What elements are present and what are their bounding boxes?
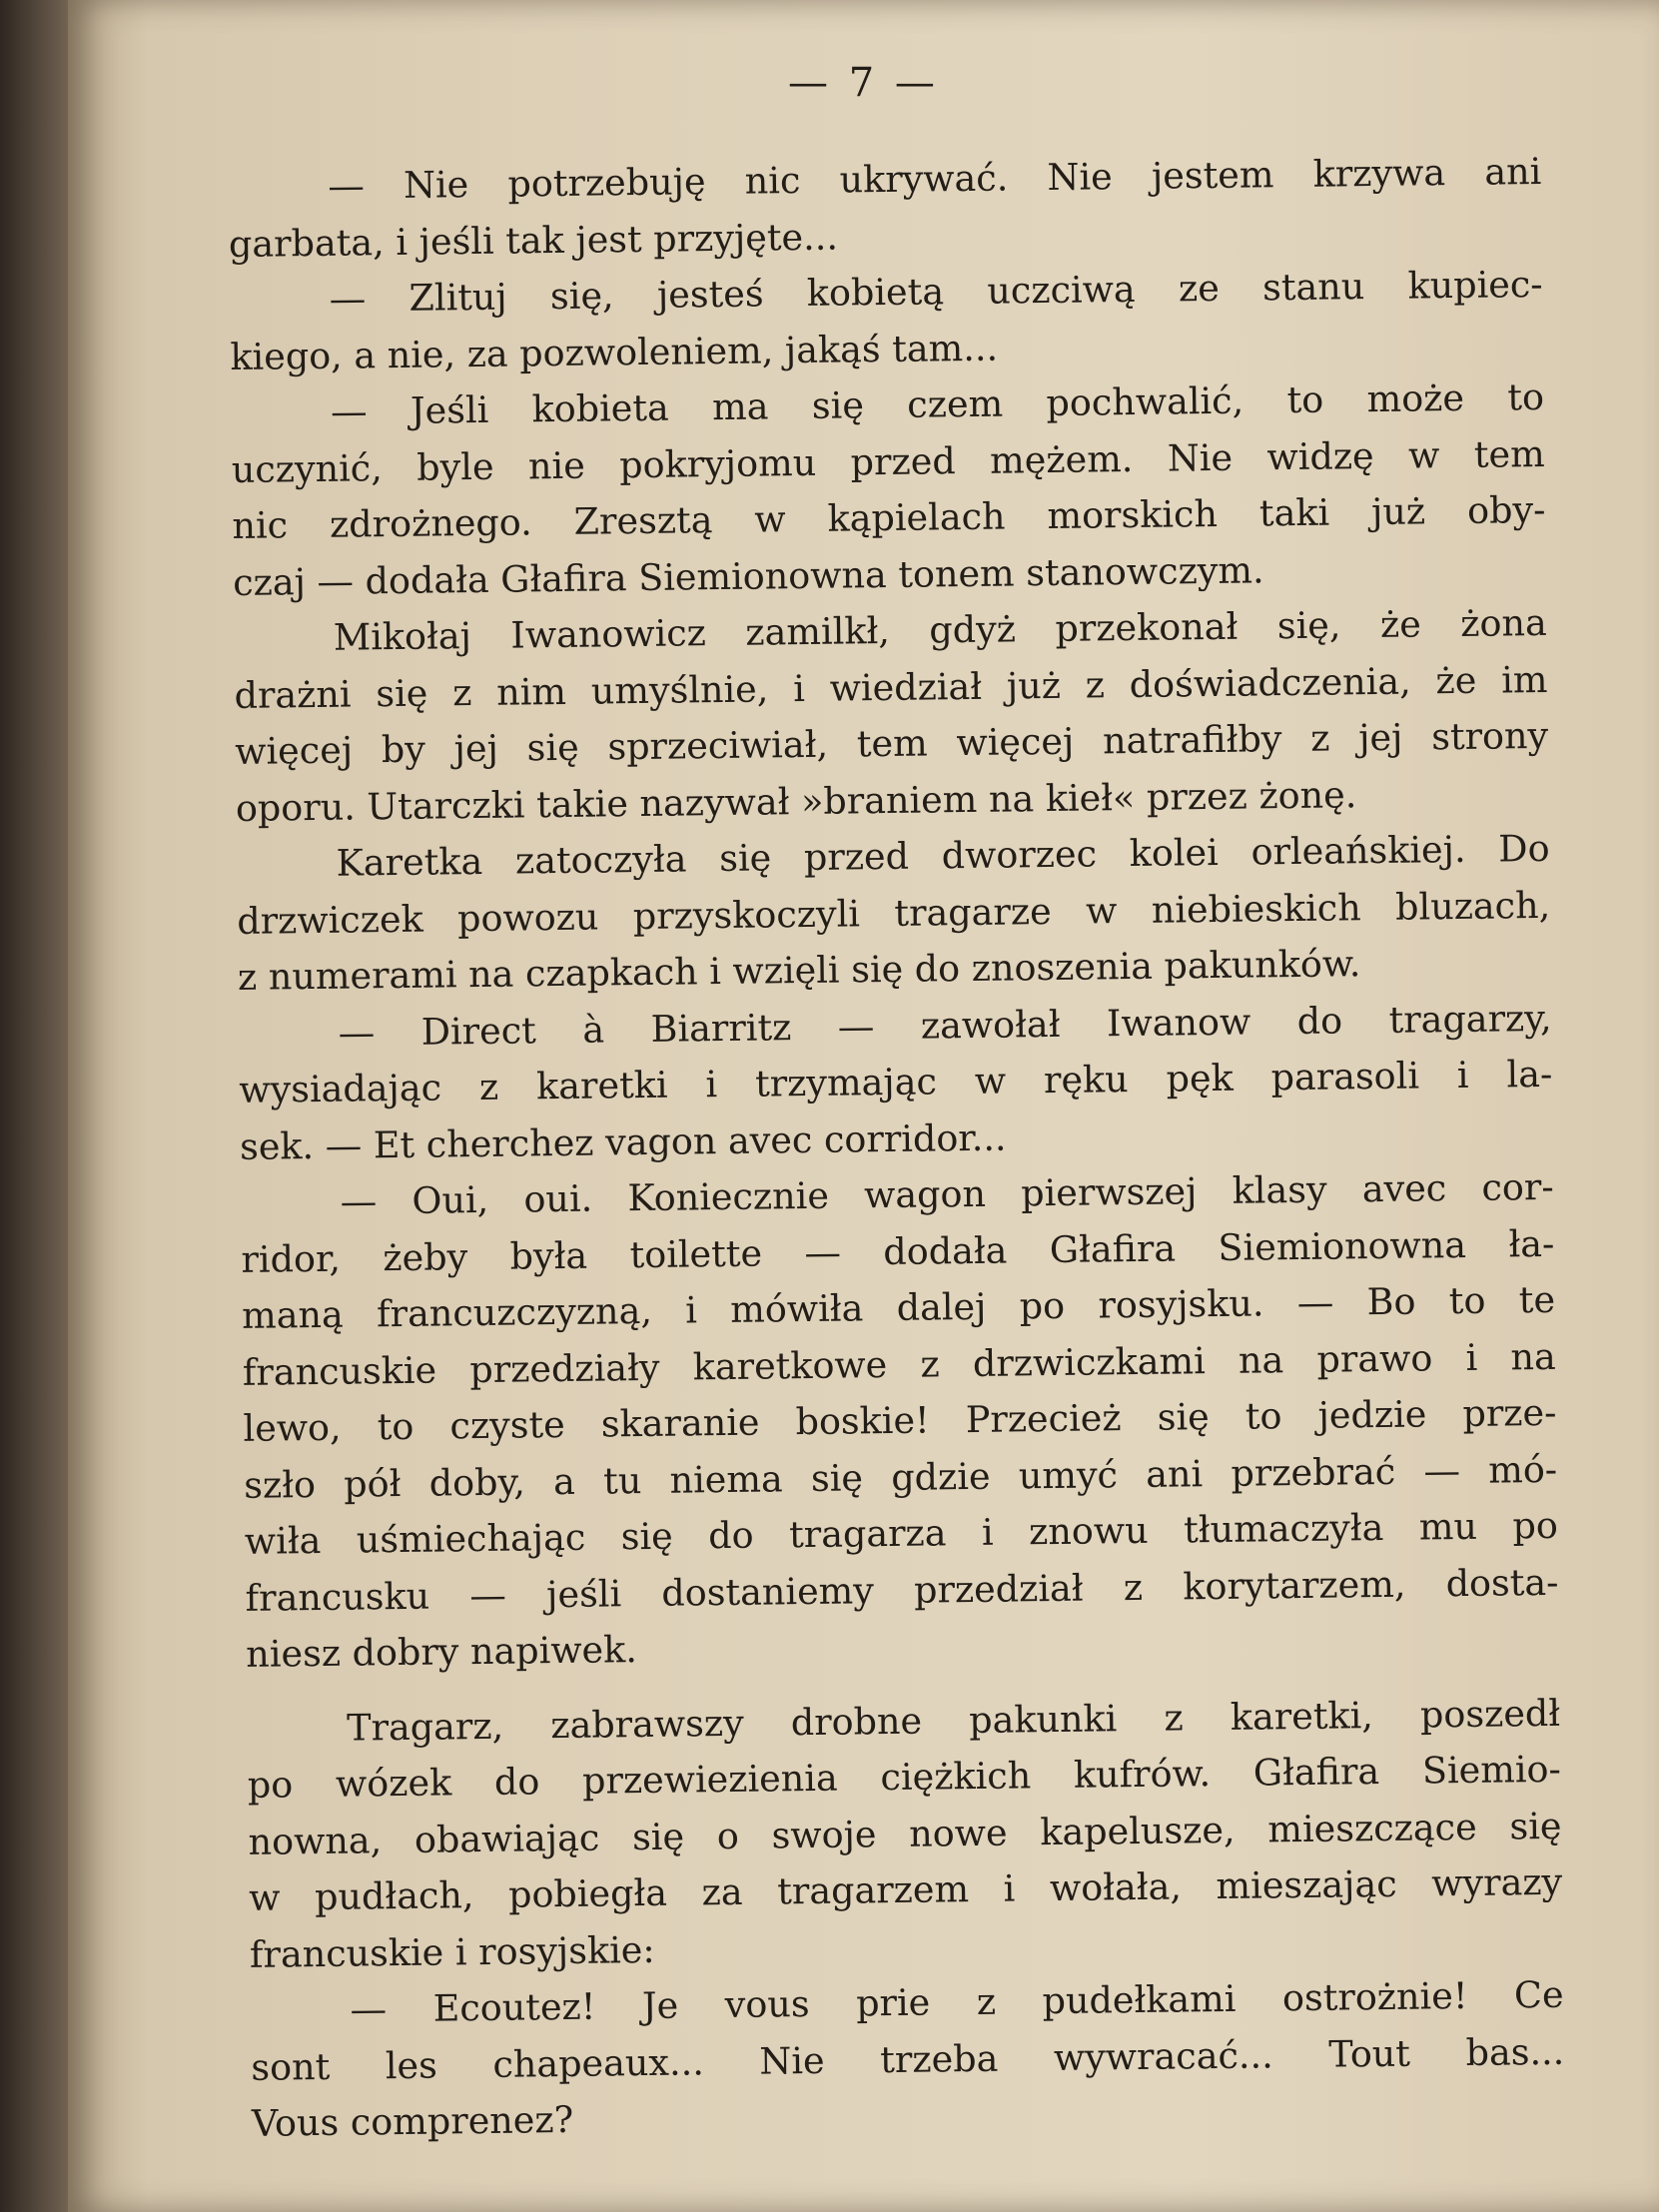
text-line: lewo, to czyste skaranie boskie! Przecież się to jedzie prze- xyxy=(243,1390,1557,1450)
text-line: — Nie potrzebuję nic ukrywać. Nie jestem krzywa ani xyxy=(328,149,1542,208)
text-line: — Jeśli kobieta ma się czem pochwalić, to może to xyxy=(330,374,1545,433)
text-line: Karetka zatoczyła się przed dworzec kolei orleańskiej. Do xyxy=(336,826,1550,885)
text-line: wiła uśmiechając się do tragarza i znowu tłumaczyła mu po xyxy=(244,1503,1559,1563)
text-line: drażni się z nim umyślnie, i wiedział już z doświadczenia, że im xyxy=(234,657,1548,717)
text-line: więcej by jej się sprzeciwiał, tem więcej natrafiłby z jej strony xyxy=(234,713,1549,773)
text-line: — Oui, oui. Koniecznie wagon pierwszej klasy avec cor- xyxy=(340,1164,1554,1223)
text-line: po wózek do przewiezienia ciężkich kufrów. Głafira Siemio- xyxy=(247,1747,1562,1807)
text-line: Tragarz, zabrawszy drobne pakunki z karetki, poszedł xyxy=(346,1691,1561,1750)
text-line: kiego, a nie, za pozwoleniem, jakąś tam... xyxy=(230,326,999,378)
text-line: ridor, żeby była toilette — dodała Głafira Siemionowna ła- xyxy=(241,1221,1555,1281)
page-text-body xyxy=(228,144,1565,2152)
text-line: Vous comprenez? xyxy=(251,2097,574,2145)
text-line: czaj — dodała Głafira Siemionowna tonem stanowczym. xyxy=(232,547,1264,604)
text-line: sek. — Et cherchez vagon avec corridor... xyxy=(239,1115,1007,1168)
text-line: francuskie przedziały karetkowe z drzwiczkami na prawo i na xyxy=(242,1334,1556,1394)
text-line: maną francuzczyzną, i mówiła dalej po rosyjsku. — Bo to te xyxy=(241,1277,1556,1337)
text-line: niesz dobry napiwek. xyxy=(246,1628,638,1676)
text-line: z numerami na czapkach i wzięli się do znoszenia pakunków. xyxy=(237,942,1361,999)
text-line: — Zlituj się, jesteś kobietą uczciwą ze stanu kupiec- xyxy=(329,262,1543,321)
text-line: nic zdrożnego. Zresztą w kąpielach morskich taki już oby- xyxy=(232,487,1546,547)
text-line: w pudłach, pobiegła za tragarzem i wołała, mieszając wyrazy xyxy=(249,1859,1563,1919)
text-line: oporu. Utarczki takie nazywał »braniem na kieł« przez żonę. xyxy=(235,772,1357,830)
text-line: uczynić, byle nie pokryjomu przed mężem. Nie widzę w tem xyxy=(231,431,1545,491)
text-line: garbata, i jeśli tak jest przyjęte... xyxy=(228,215,839,266)
text-line: francusku — jeśli dostaniemy przedział z korytarzem, dosta- xyxy=(245,1560,1559,1620)
book-page xyxy=(68,0,1659,2212)
text-line: — Direct à Biarritz — zawołał Iwanow do tragarzy, xyxy=(338,996,1552,1055)
page-number: — 7 — xyxy=(788,60,939,106)
text-line: szło pół doby, a tu niema się gdzie umyć ani przebrać — mó- xyxy=(243,1447,1558,1507)
text-line: — Ecoutez! Je vous prie z pudełkami ostrożnie! Ce xyxy=(350,1972,1564,2031)
text-line: wysiadając z karetki i trzymając w ręku pęk parasoli i la- xyxy=(239,1052,1553,1111)
text-line: nowna, obawiając się o swoje nowe kapelusze, mieszczące się xyxy=(248,1804,1562,1863)
text-line: Mikołaj Iwanowicz zamilkł, gdyż przekonał się, że żona xyxy=(333,600,1548,659)
text-line: francuskie i rosyjskie: xyxy=(249,1927,655,1976)
text-line: drzwiczek powozu przyskoczyli tragarze w niebieskich bluzach, xyxy=(237,883,1551,943)
text-line: sont les chapeaux... Nie trzeba wywracać... Tout bas... xyxy=(251,2029,1565,2089)
